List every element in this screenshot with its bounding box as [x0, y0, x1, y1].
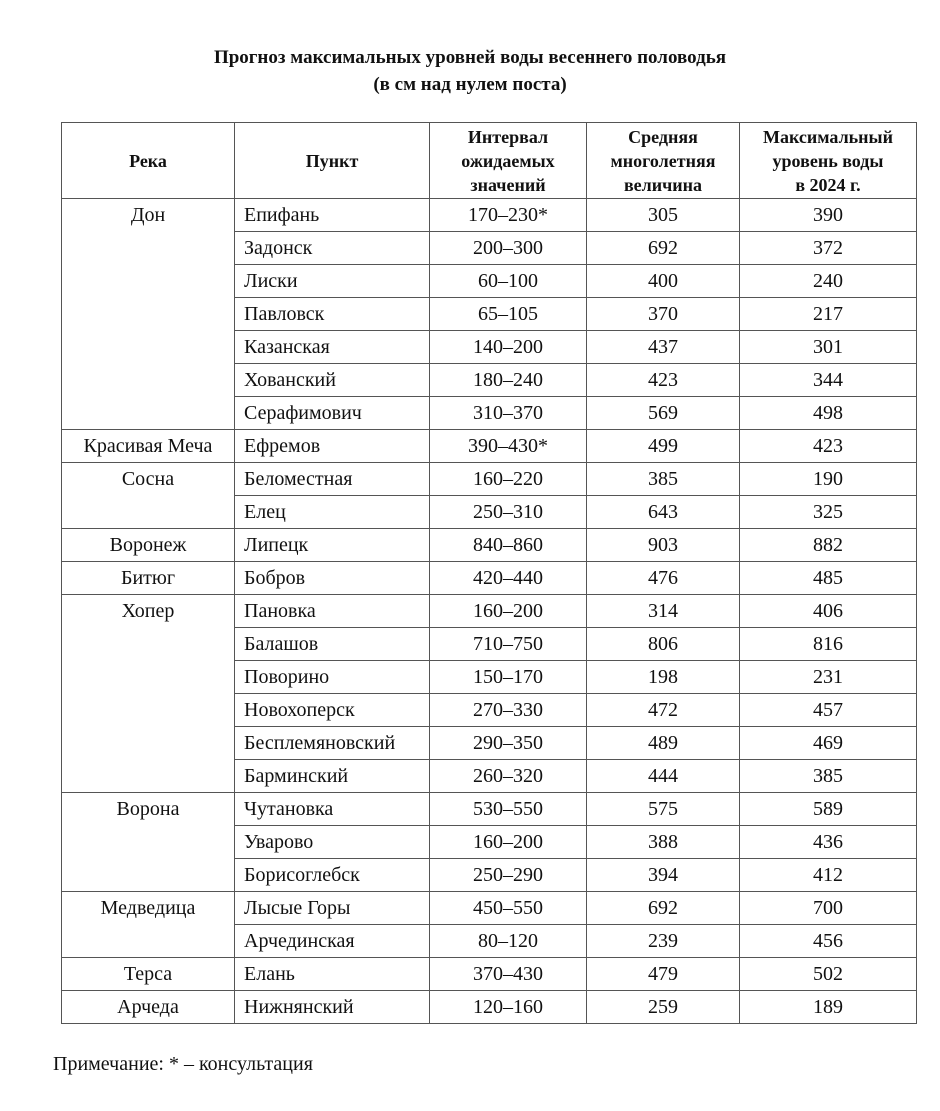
river-cell: Хопер [62, 595, 235, 793]
max-2024-cell: 502 [740, 958, 917, 991]
average-cell: 394 [587, 859, 740, 892]
point-cell: Епифань [235, 199, 430, 232]
river-cell: Битюг [62, 562, 235, 595]
max-2024-cell: 882 [740, 529, 917, 562]
average-cell: 385 [587, 463, 740, 496]
river-cell: Терса [62, 958, 235, 991]
max-2024-cell: 469 [740, 727, 917, 760]
interval-cell: 160–200 [430, 595, 587, 628]
max-2024-cell: 485 [740, 562, 917, 595]
header-max-2024: Максимальный уровень воды в 2024 г. [740, 123, 917, 199]
interval-cell: 170–230* [430, 199, 587, 232]
max-2024-cell: 190 [740, 463, 917, 496]
average-cell: 472 [587, 694, 740, 727]
average-cell: 643 [587, 496, 740, 529]
page-subtitle: (в см над нулем поста) [373, 74, 567, 95]
interval-cell: 150–170 [430, 661, 587, 694]
river-cell: Дон [62, 199, 235, 430]
max-2024-cell: 436 [740, 826, 917, 859]
max-2024-cell: 217 [740, 298, 917, 331]
table-row [62, 430, 917, 463]
point-cell: Липецк [235, 529, 430, 562]
river-cell: Сосна [62, 463, 235, 529]
table-row [62, 958, 917, 991]
average-cell: 388 [587, 826, 740, 859]
table-body [62, 199, 917, 1024]
interval-cell: 310–370 [430, 397, 587, 430]
interval-cell: 840–860 [430, 529, 587, 562]
average-cell: 305 [587, 199, 740, 232]
max-2024-cell: 385 [740, 760, 917, 793]
average-cell: 806 [587, 628, 740, 661]
table-header-row [62, 123, 917, 199]
point-cell: Хованский [235, 364, 430, 397]
point-cell: Серафимович [235, 397, 430, 430]
max-2024-cell: 372 [740, 232, 917, 265]
average-cell: 370 [587, 298, 740, 331]
interval-cell: 710–750 [430, 628, 587, 661]
max-2024-cell: 301 [740, 331, 917, 364]
point-cell: Чутановка [235, 793, 430, 826]
interval-cell: 270–330 [430, 694, 587, 727]
average-cell: 569 [587, 397, 740, 430]
table-row [62, 529, 917, 562]
interval-cell: 65–105 [430, 298, 587, 331]
page-title: Прогноз максимальных уровней воды весеннего половодья [213, 47, 727, 68]
point-cell: Задонск [235, 232, 430, 265]
interval-cell: 450–550 [430, 892, 587, 925]
max-2024-cell: 189 [740, 991, 917, 1024]
interval-cell: 180–240 [430, 364, 587, 397]
header-river: Река [62, 123, 235, 199]
interval-cell: 260–320 [430, 760, 587, 793]
max-2024-cell: 498 [740, 397, 917, 430]
point-cell: Елец [235, 496, 430, 529]
point-cell: Ефремов [235, 430, 430, 463]
interval-cell: 250–290 [430, 859, 587, 892]
table-row [62, 892, 917, 925]
table-row [62, 463, 917, 496]
point-cell: Барминский [235, 760, 430, 793]
average-cell: 400 [587, 265, 740, 298]
point-cell: Арчединская [235, 925, 430, 958]
max-2024-cell: 700 [740, 892, 917, 925]
point-cell: Беломестная [235, 463, 430, 496]
table-row [62, 199, 917, 232]
point-cell: Нижнянский [235, 991, 430, 1024]
max-2024-cell: 325 [740, 496, 917, 529]
interval-cell: 200–300 [430, 232, 587, 265]
point-cell: Уварово [235, 826, 430, 859]
average-cell: 479 [587, 958, 740, 991]
header-interval: Интервал ожидаемых значений [430, 123, 587, 199]
interval-cell: 530–550 [430, 793, 587, 826]
max-2024-cell: 456 [740, 925, 917, 958]
table-row [62, 562, 917, 595]
interval-cell: 140–200 [430, 331, 587, 364]
max-2024-cell: 344 [740, 364, 917, 397]
average-cell: 476 [587, 562, 740, 595]
average-cell: 903 [587, 529, 740, 562]
point-cell: Бесплемяновский [235, 727, 430, 760]
river-cell: Медведица [62, 892, 235, 958]
max-2024-cell: 240 [740, 265, 917, 298]
average-cell: 489 [587, 727, 740, 760]
table-row [62, 793, 917, 826]
max-2024-cell: 816 [740, 628, 917, 661]
point-cell: Пановка [235, 595, 430, 628]
interval-cell: 160–220 [430, 463, 587, 496]
table-row [62, 595, 917, 628]
max-2024-cell: 390 [740, 199, 917, 232]
average-cell: 692 [587, 232, 740, 265]
average-cell: 259 [587, 991, 740, 1024]
river-cell: Арчеда [62, 991, 235, 1024]
average-cell: 575 [587, 793, 740, 826]
average-cell: 198 [587, 661, 740, 694]
point-cell: Балашов [235, 628, 430, 661]
max-2024-cell: 589 [740, 793, 917, 826]
footnote: Примечание: * – консультация [53, 1053, 313, 1075]
average-cell: 239 [587, 925, 740, 958]
max-2024-cell: 406 [740, 595, 917, 628]
interval-cell: 370–430 [430, 958, 587, 991]
point-cell: Павловск [235, 298, 430, 331]
interval-cell: 390–430* [430, 430, 587, 463]
table-row [62, 991, 917, 1024]
point-cell: Елань [235, 958, 430, 991]
average-cell: 423 [587, 364, 740, 397]
point-cell: Лысые Горы [235, 892, 430, 925]
river-cell: Ворона [62, 793, 235, 892]
interval-cell: 290–350 [430, 727, 587, 760]
forecast-table [61, 122, 917, 1024]
average-cell: 692 [587, 892, 740, 925]
average-cell: 437 [587, 331, 740, 364]
interval-cell: 60–100 [430, 265, 587, 298]
point-cell: Лиски [235, 265, 430, 298]
header-average: Средняя многолетняя величина [587, 123, 740, 199]
point-cell: Поворино [235, 661, 430, 694]
max-2024-cell: 457 [740, 694, 917, 727]
average-cell: 499 [587, 430, 740, 463]
river-cell: Красивая Меча [62, 430, 235, 463]
interval-cell: 250–310 [430, 496, 587, 529]
max-2024-cell: 423 [740, 430, 917, 463]
average-cell: 314 [587, 595, 740, 628]
max-2024-cell: 231 [740, 661, 917, 694]
point-cell: Казанская [235, 331, 430, 364]
interval-cell: 80–120 [430, 925, 587, 958]
max-2024-cell: 412 [740, 859, 917, 892]
average-cell: 444 [587, 760, 740, 793]
river-cell: Воронеж [62, 529, 235, 562]
point-cell: Новохоперск [235, 694, 430, 727]
interval-cell: 120–160 [430, 991, 587, 1024]
point-cell: Борисоглебск [235, 859, 430, 892]
header-point: Пункт [235, 123, 430, 199]
interval-cell: 420–440 [430, 562, 587, 595]
interval-cell: 160–200 [430, 826, 587, 859]
point-cell: Бобров [235, 562, 430, 595]
